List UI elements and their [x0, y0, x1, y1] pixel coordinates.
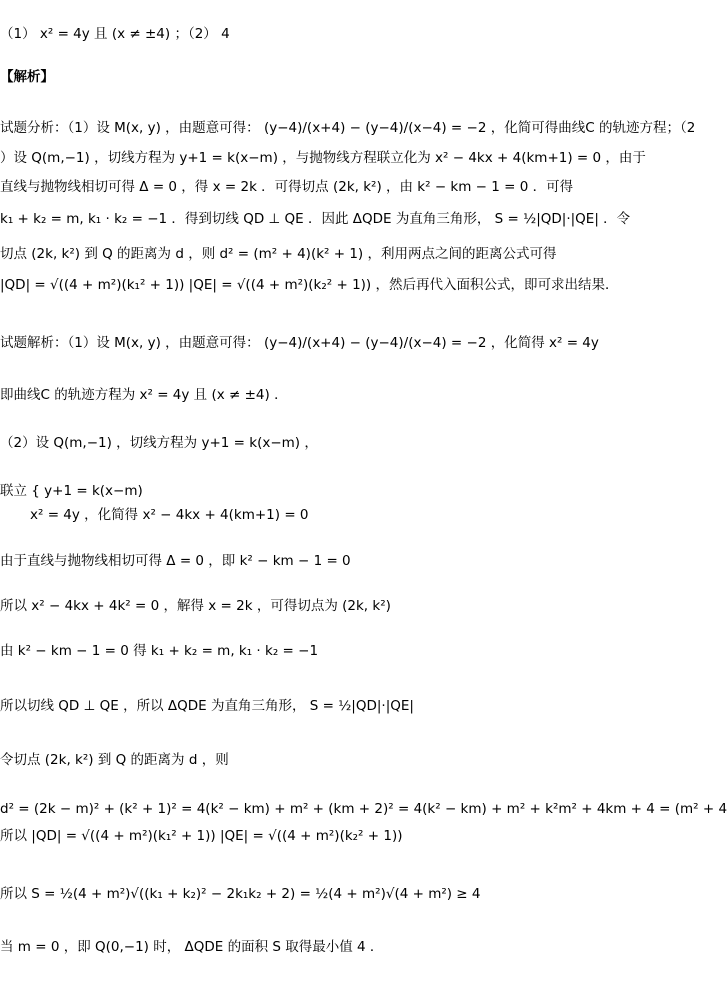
analysis-line-2: ）设 Q(m,−1) ，切线方程为 y+1 = k(x−m) ，与抛物线方程联立化为 x² − 4kx + 4(km+1) = 0 ，由于 — [0, 150, 646, 166]
solution-line-12: 所以 S = ½(4 + m²)√((k₁ + k₂)² − 2k₁k₂ + 2) = ½(4 + m²)√(4 + m²) ≥ 4 — [0, 886, 481, 902]
analysis-line-4: k₁ + k₂ = m, k₁ · k₂ = −1 ．得到切线 QD ⊥ QE ．因此 ΔQDE 为直角三角形， S = ½|QD|·|QE| ．令 — [0, 211, 631, 227]
solution-line-3: （2）设 Q(m,−1) ，切线方程为 y+1 = k(x−m) ， — [0, 435, 318, 451]
analysis-line-6: |QD| = √((4 + m²)(k₁² + 1)) |QE| = √((4 + m²)(k₂² + 1)) ，然后再代入面积公式，即可求出结果． — [0, 277, 619, 293]
solution-line-10: d² = (2k − m)² + (k² + 1)² = 4(k² − km) + m² + (km + 2)² = 4(k² − km) + m² + k²m² + 4km + 4 = (m² + 4 — [0, 801, 727, 817]
analysis-line-5: 切点 (2k, k²) 到 Q 的距离为 d ，则 d² = (m² + 4)(k² + 1) ，利用两点之间的距离公式可得 — [0, 246, 557, 262]
solution-line-1: 试题解析：（1）设 M(x, y) ，由题意可得： (y−4)/(x+4) − (y−4)/(x−4) = −2 ，化简得 x² = 4y — [0, 335, 599, 351]
solution-line-13: 当 m = 0 ，即 Q(0,−1) 时， ΔQDE 的面积 S 取得最小值 4 ． — [0, 939, 384, 955]
solution-line-6: 所以 x² − 4kx + 4k² = 0 ，解得 x = 2k ，可得切点为 (2k, k²) — [0, 598, 391, 614]
answer-line: （1） x² = 4y 且 (x ≠ ±4) ；（2） 4 — [0, 26, 230, 42]
solution-system-line-1: 联立 { y+1 = k(x−m) — [0, 483, 143, 499]
analysis-line-1: 试题分析：（1）设 M(x, y) ，由题意可得： (y−4)/(x+4) − (y−4)/(x−4) = −2 ，化简可得曲线C 的轨迹方程；（2 — [0, 120, 696, 136]
solution-system-line-2: x² = 4y ，化简得 x² − 4kx + 4(km+1) = 0 — [30, 507, 309, 523]
solution-line-7: 由 k² − km − 1 = 0 得 k₁ + k₂ = m, k₁ · k₂ = −1 — [0, 643, 319, 659]
analysis-line-3: 直线与抛物线相切可得 Δ = 0 ，得 x = 2k ．可得切点 (2k, k²) ，由 k² − km − 1 = 0 ．可得 — [0, 179, 574, 195]
solution-line-8: 所以切线 QD ⊥ QE ，所以 ΔQDE 为直角三角形， S = ½|QD|·|QE| — [0, 698, 414, 714]
solution-line-5: 由于直线与抛物线相切可得 Δ = 0 ，即 k² − km − 1 = 0 — [0, 553, 351, 569]
solution-line-11: 所以 |QD| = √((4 + m²)(k₁² + 1)) |QE| = √((4 + m²)(k₂² + 1)) — [0, 828, 403, 844]
solution-line-9: 令切点 (2k, k²) 到 Q 的距离为 d ，则 — [0, 752, 229, 768]
analysis-heading: 【解析】 — [0, 69, 54, 85]
solution-line-2: 即曲线C 的轨迹方程为 x² = 4y 且 (x ≠ ±4) ． — [0, 387, 288, 403]
